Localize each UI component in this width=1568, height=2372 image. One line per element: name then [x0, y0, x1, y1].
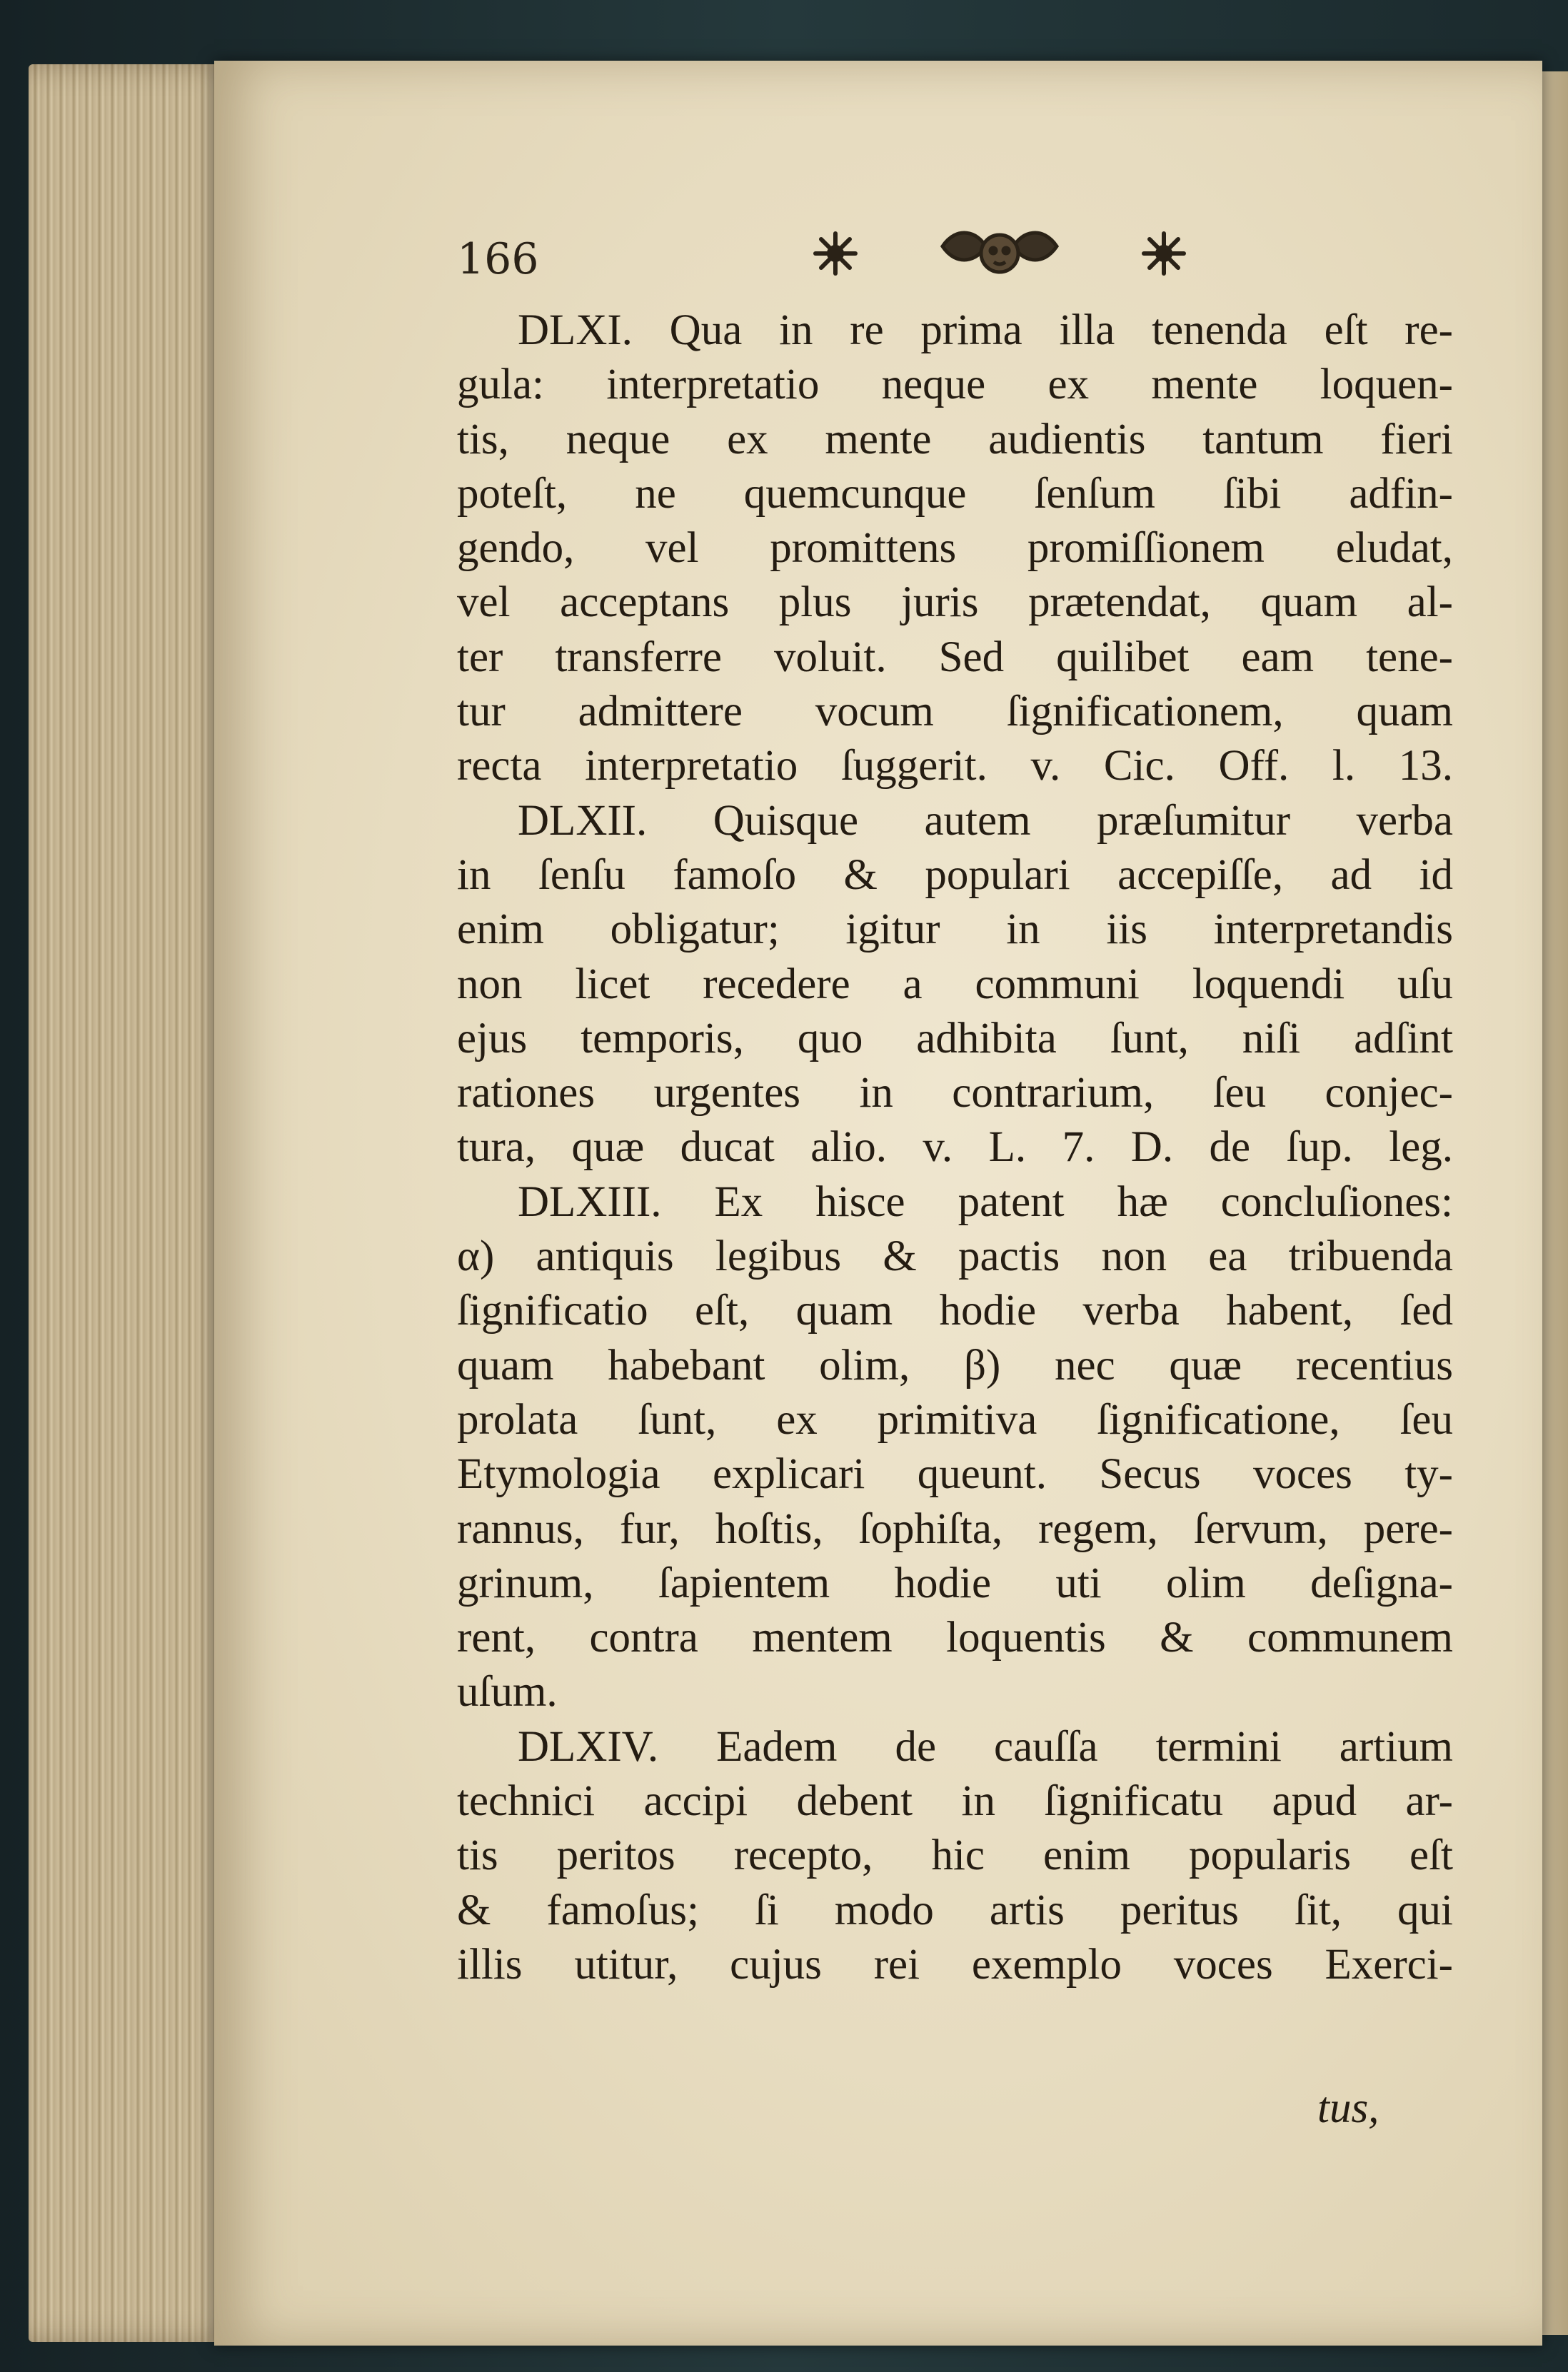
text-line: rent, contra mentem loquentis & communem	[457, 1614, 1453, 1662]
text-line: grinum, ſapientem hodie uti olim deſigna-	[457, 1559, 1453, 1607]
text-line: poteſt, ne quemcunque ſenſum ſibi adfin-	[457, 469, 1453, 518]
text-line: DLXI. Qua in re prima illa tenenda eſt re-	[518, 306, 1453, 354]
text-line: recta interpretatio ſuggerit. v. Cic. Off. l. 13.	[457, 742, 1453, 790]
text-line: in ſenſu famoſo & populari accepiſſe, ad id	[457, 850, 1453, 899]
text-line: rationes urgentes in contrarium, ſeu conjec-	[457, 1069, 1453, 1117]
text-line: ter transferre voluit. Sed quilibet eam tene-	[457, 633, 1453, 681]
text-line: Etymologia explicari queunt. Secus voces ty-	[457, 1450, 1453, 1499]
text-line: non licet recedere a communi loquendi uſu	[457, 960, 1453, 1008]
page-block-edges	[29, 64, 243, 2342]
text-line: α) antiquis legibus & pactis non ea tribuenda	[457, 1232, 1453, 1281]
text-line: tur admittere vocum ſignificationem, quam	[457, 688, 1453, 736]
text-line: tis, neque ex mente audientis tantum fieri	[457, 415, 1453, 463]
text-line: ejus temporis, quo adhibita ſunt, niſi adſint	[457, 1014, 1453, 1062]
catchword: tus,	[1317, 2084, 1379, 2132]
head-ornament-icon	[807, 221, 1192, 286]
text-line: tis peritos recepto, hic enim popularis eſt	[457, 1831, 1453, 1880]
text-line: & famoſus; ſi modo artis peritus ſit, qui	[457, 1886, 1453, 1934]
body-text	[457, 303, 1453, 1992]
text-line: gendo, vel promittens promiſſionem eludat,	[457, 524, 1453, 573]
text-line: prolata ſunt, ex primitiva ſignificatione, ſeu	[457, 1395, 1453, 1444]
running-head	[457, 214, 1457, 293]
text-line: technici accipi debent in ſignificatu apud ar-	[457, 1777, 1453, 1826]
cherub-ornament-icon	[943, 233, 1057, 272]
text-line: tura, quæ ducat alio. v. L. 7. D. de ſup. leg.	[457, 1123, 1453, 1172]
text-line: DLXII. Quisque autem præſumitur verba	[518, 796, 1453, 845]
text-line: DLXIV. Eadem de cauſſa termini artium	[518, 1722, 1453, 1771]
left-star-ornament-icon	[815, 233, 855, 273]
text-line: rannus, fur, hoſtis, ſophiſta, regem, ſervum, pere-	[457, 1504, 1453, 1553]
page-number: 166	[457, 234, 539, 284]
text-line: quam habebant olim, β) nec quæ recentius	[457, 1341, 1453, 1389]
text-line: enim obligatur; igitur in iis interpretandis	[457, 905, 1453, 954]
text-line: illis utitur, cujus rei exemplo voces Exerci-	[457, 1940, 1453, 1989]
right-star-ornament-icon	[1144, 233, 1184, 273]
text-line: uſum.	[457, 1668, 558, 1717]
text-line: DLXIII. Ex hisce patent hæ concluſiones:	[518, 1177, 1453, 1226]
text-line: vel acceptans plus juris prætendat, quam al-	[457, 578, 1453, 627]
text-line: ſignificatio eſt, quam hodie verba habent, ſed	[457, 1287, 1453, 1335]
text-line: gula: interpretatio neque ex mente loquen-	[457, 361, 1453, 409]
